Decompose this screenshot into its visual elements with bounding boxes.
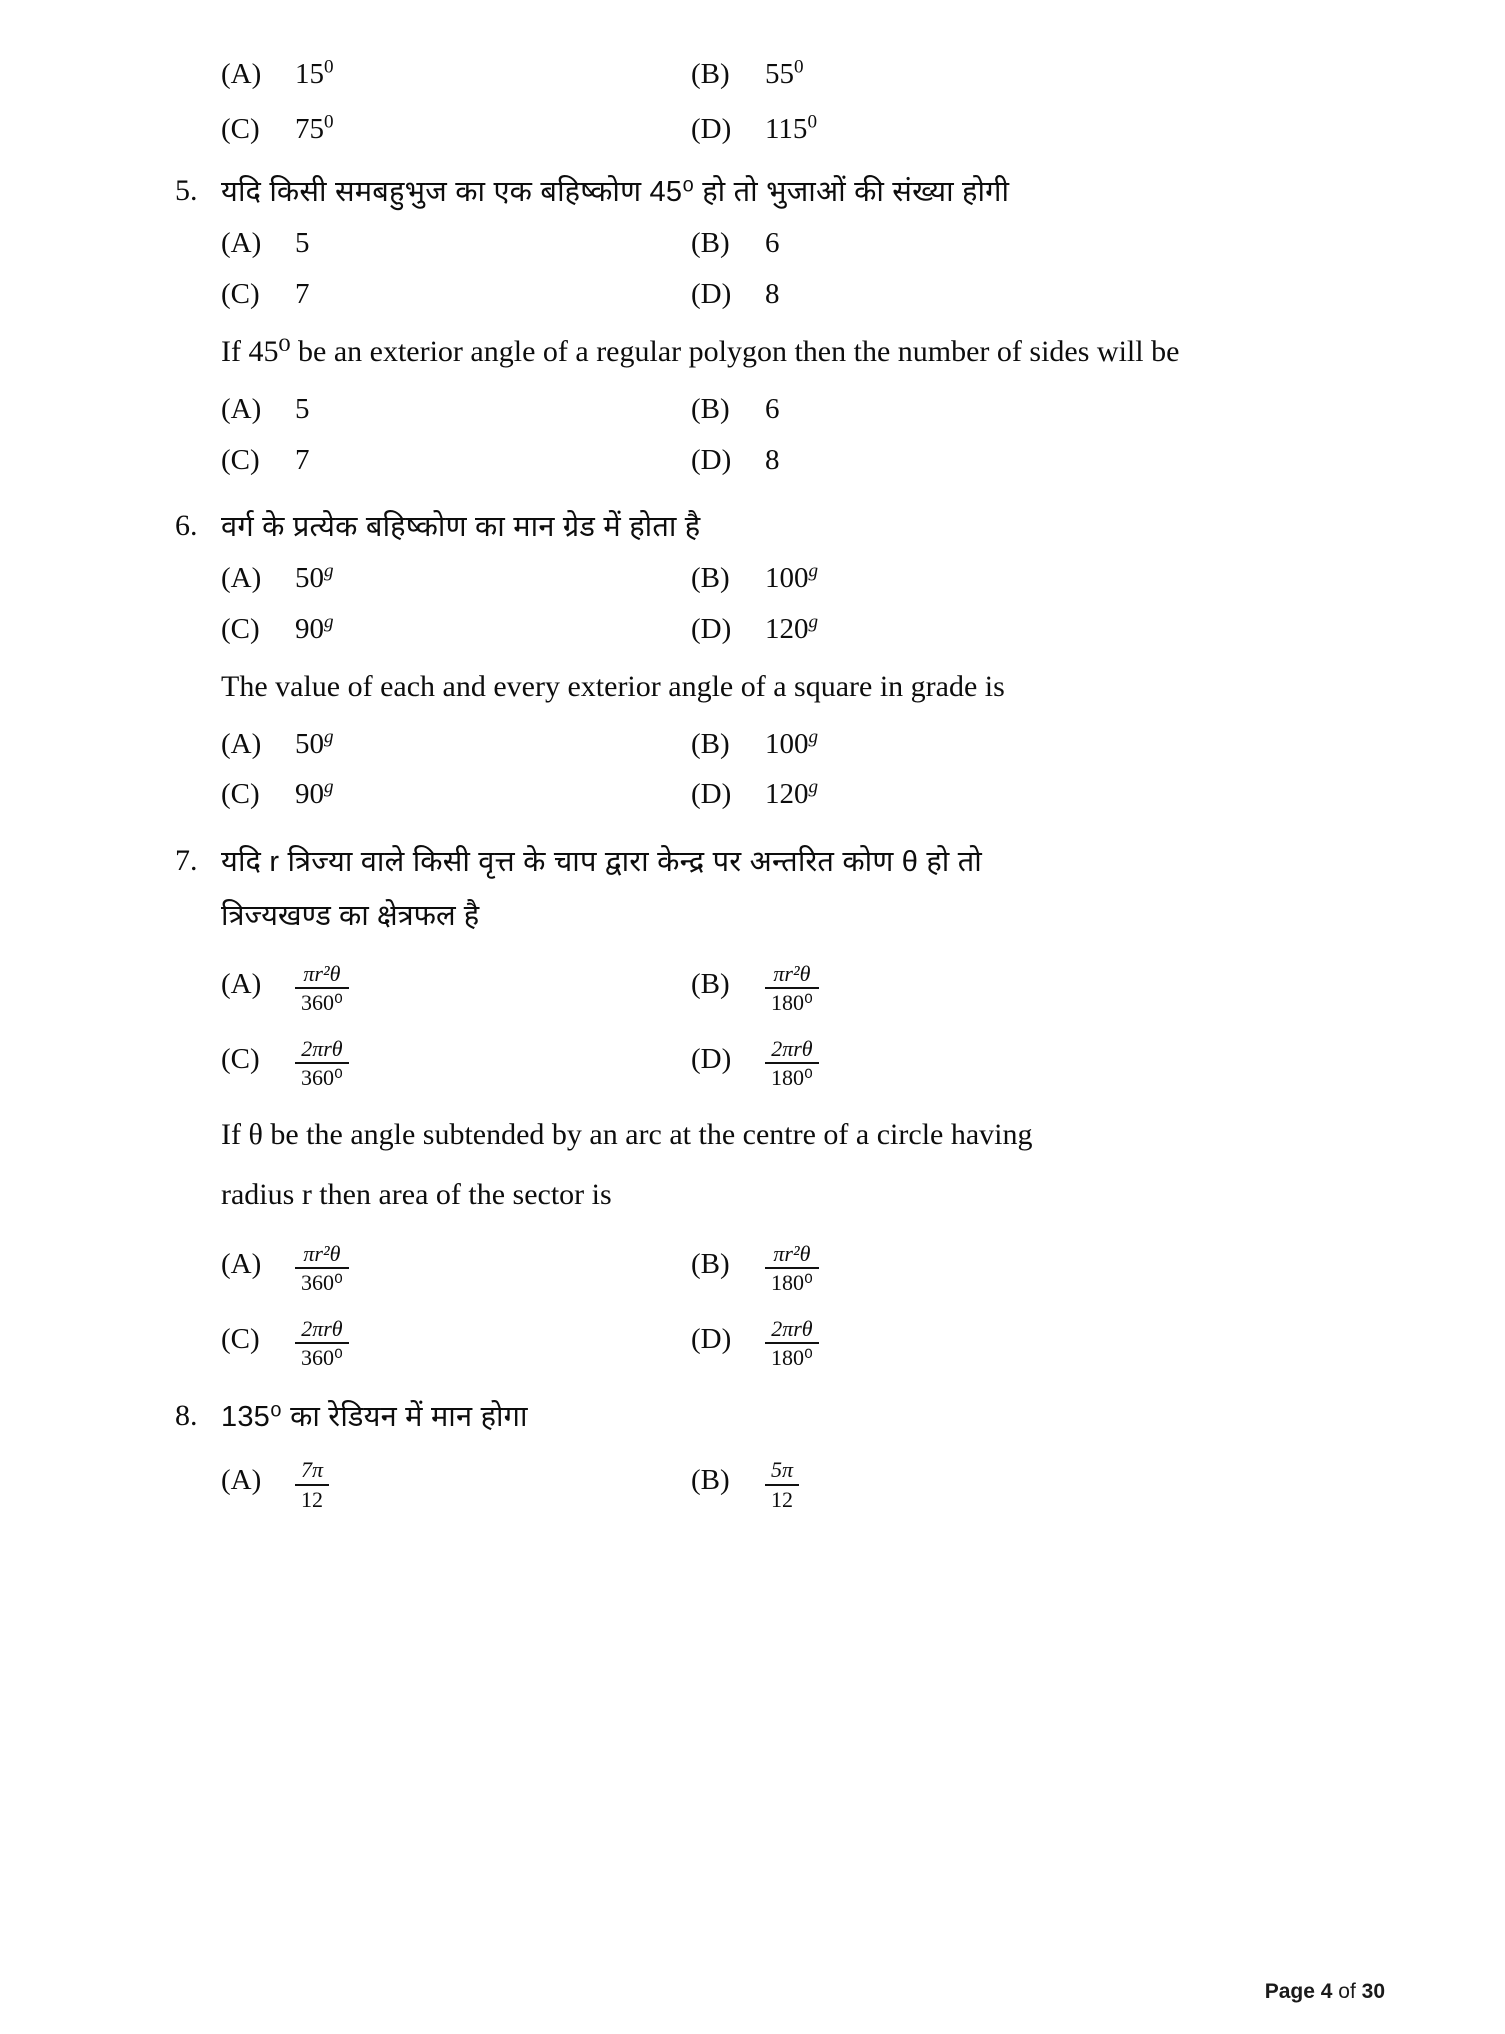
question-8 xyxy=(175,1396,1385,1438)
question-5 xyxy=(175,171,1385,213)
option-value xyxy=(765,1240,819,1297)
fraction-denominator: 180⁰ xyxy=(765,1062,819,1090)
question-text-hindi: वर्ग के प्रत्येक बहिष्कोण का मान ग्रेड में होता है xyxy=(221,511,701,544)
grade-superscript: g xyxy=(324,560,334,582)
option-tag: (A) xyxy=(221,1247,262,1280)
footer-separator: of xyxy=(1338,1980,1356,2003)
fraction xyxy=(295,1458,329,1511)
option-tag: (B) xyxy=(691,727,730,760)
fraction xyxy=(765,1242,819,1295)
question-6-english-options xyxy=(221,724,1385,815)
degree-superscript: 0 xyxy=(324,110,334,132)
option-tag: (C) xyxy=(221,778,260,811)
question-7 xyxy=(175,841,1385,883)
question-7-english-options xyxy=(221,1240,1385,1373)
option-tag: (C) xyxy=(221,612,260,645)
question-number: 5. xyxy=(175,174,198,208)
option-a[interactable] xyxy=(221,960,691,1017)
footer-prefix: Page xyxy=(1264,1980,1315,2003)
fraction-numerator: πr²θ xyxy=(773,960,811,986)
option-tag: (D) xyxy=(691,612,732,645)
option-value: 8 xyxy=(765,277,780,310)
option-d[interactable] xyxy=(691,109,1161,150)
fraction xyxy=(765,1458,799,1511)
grade-superscript: g xyxy=(808,776,819,798)
question-5-hindi-options xyxy=(221,223,1385,314)
option-value xyxy=(295,960,349,1017)
option-row xyxy=(221,609,1385,650)
option-b[interactable] xyxy=(691,724,1161,765)
fraction-denominator: 12 xyxy=(765,1484,799,1512)
option-tag: (D) xyxy=(691,443,732,476)
option-a[interactable] xyxy=(221,724,691,765)
option-c[interactable] xyxy=(221,774,691,815)
option-value xyxy=(765,1036,819,1092)
degree-superscript: 0 xyxy=(807,110,817,132)
option-row xyxy=(221,724,1385,765)
fraction xyxy=(295,1317,349,1370)
option-a[interactable] xyxy=(221,223,691,264)
option-value xyxy=(295,1457,329,1513)
option-tag: (A) xyxy=(221,1464,262,1497)
option-value xyxy=(295,1240,349,1297)
option-c[interactable] xyxy=(221,109,691,150)
option-value: 5 xyxy=(295,227,310,260)
question-5-english-options xyxy=(221,389,1385,480)
option-tag: (B) xyxy=(691,227,730,260)
option-value: 50$^g$ xyxy=(295,726,334,760)
option-b[interactable] xyxy=(691,54,1161,95)
question-7-text-english-line2: radius r then area of the sector is xyxy=(221,1178,612,1212)
option-tag: (D) xyxy=(691,112,732,145)
fraction xyxy=(295,1242,349,1295)
option-tag: (A) xyxy=(221,562,262,595)
question-number: 8. xyxy=(175,1399,198,1433)
option-value: 100$^g$ xyxy=(765,726,819,760)
option-row xyxy=(221,54,1385,95)
option-row xyxy=(221,223,1385,264)
question-5-text-english: If 45⁰ be an exterior angle of a regular polygon then the number of sides will be xyxy=(221,335,1180,369)
question-8-hindi-options xyxy=(221,1457,1385,1513)
option-value xyxy=(295,1315,349,1372)
grade-superscript: g xyxy=(808,611,819,633)
question-6 xyxy=(175,506,1385,548)
question-text-hindi: 135⁰ का रेडियन में मान होगा xyxy=(221,1401,528,1434)
option-value: 8 xyxy=(765,443,780,476)
question-text-hindi-line1: यदि r त्रिज्या वाले किसी वृत्त के चाप द्वारा केन्द्र पर अन्तरित कोण θ हो तो xyxy=(221,846,982,879)
option-tag: (B) xyxy=(691,562,730,595)
page-footer xyxy=(1265,1980,1385,2004)
question-number: 6. xyxy=(175,509,198,543)
question-number: 7. xyxy=(175,844,198,878)
option-d[interactable] xyxy=(691,440,1161,481)
option-tag: (C) xyxy=(221,277,260,310)
option-row xyxy=(221,1240,1385,1297)
fraction xyxy=(295,962,349,1015)
option-value xyxy=(765,960,819,1017)
question-6-hindi-options xyxy=(221,558,1385,649)
option-value: 7 xyxy=(295,277,310,310)
option-a[interactable] xyxy=(221,558,691,599)
option-value: 90$^g$ xyxy=(295,611,334,645)
option-row xyxy=(221,1457,1385,1513)
option-d[interactable] xyxy=(691,774,1161,815)
option-value: 120$^g$ xyxy=(765,776,819,811)
option-b[interactable] xyxy=(691,1457,1161,1513)
option-tag: (A) xyxy=(221,58,262,90)
option-value: 120$^g$ xyxy=(765,611,819,645)
option-row xyxy=(221,440,1385,481)
option-tag: (A) xyxy=(221,967,262,1000)
question-7-text-english-line1: If θ be the angle subtended by an arc at the centre of a circle having xyxy=(221,1117,1033,1151)
option-tag: (A) xyxy=(221,392,262,425)
option-row xyxy=(221,1315,1385,1372)
option-value xyxy=(765,1457,799,1513)
option-d[interactable] xyxy=(691,1315,1161,1372)
grade-superscript: g xyxy=(808,560,819,582)
option-value: $55^0$ xyxy=(765,56,804,90)
option-d[interactable] xyxy=(691,274,1161,315)
option-d[interactable] xyxy=(691,609,1161,650)
option-value: $15^0$ xyxy=(295,56,334,90)
option-c[interactable] xyxy=(221,1036,691,1092)
option-b[interactable] xyxy=(691,389,1161,430)
fraction-numerator: πr²θ xyxy=(303,960,341,986)
option-value: 50$^g$ xyxy=(295,560,334,595)
fraction-numerator: 2πrθ xyxy=(771,1036,813,1062)
option-tag: (C) xyxy=(221,1043,260,1076)
fraction-denominator: 360⁰ xyxy=(295,1062,349,1090)
option-c[interactable] xyxy=(221,1315,691,1372)
fraction-numerator: 2πrθ xyxy=(301,1315,343,1341)
fraction-numerator: 5π xyxy=(771,1457,794,1483)
option-tag: (D) xyxy=(691,1043,732,1076)
degree-superscript: 0 xyxy=(324,56,334,78)
option-c[interactable] xyxy=(221,609,691,650)
option-row xyxy=(221,774,1385,815)
degree-superscript: 0 xyxy=(794,56,804,78)
fraction xyxy=(765,962,819,1015)
option-row xyxy=(221,960,1385,1017)
fraction xyxy=(765,1037,819,1090)
option-a[interactable] xyxy=(221,389,691,430)
question-text-hindi-line2: त्रिज्यखण्ड का क्षेत्रफल है xyxy=(221,900,480,933)
fraction-numerator: 2πrθ xyxy=(301,1036,343,1062)
option-tag: (A) xyxy=(221,227,262,260)
option-tag: (C) xyxy=(221,1322,260,1355)
option-value: 7 xyxy=(295,443,310,476)
option-tag: (D) xyxy=(691,778,732,811)
option-b[interactable] xyxy=(691,558,1161,599)
option-value: 6 xyxy=(765,392,780,425)
fraction-numerator: πr²θ xyxy=(773,1240,811,1266)
option-value: 6 xyxy=(765,227,780,260)
fraction-denominator: 12 xyxy=(295,1484,329,1512)
option-value xyxy=(295,1036,349,1092)
option-value: 90$^g$ xyxy=(295,776,334,811)
option-value: 100$^g$ xyxy=(765,560,819,595)
option-b[interactable] xyxy=(691,1240,1161,1297)
option-tag: (D) xyxy=(691,1322,732,1355)
option-value: $75^0$ xyxy=(295,110,334,145)
grade-superscript: g xyxy=(324,776,334,798)
grade-superscript: g xyxy=(808,726,819,748)
fraction-numerator: 2πrθ xyxy=(771,1315,813,1341)
fraction-numerator: 7π xyxy=(301,1457,324,1483)
fraction-denominator: 180⁰ xyxy=(765,987,819,1015)
option-value xyxy=(765,1315,819,1372)
option-d[interactable] xyxy=(691,1036,1161,1092)
option-c[interactable] xyxy=(221,274,691,315)
option-tag: (C) xyxy=(221,112,260,145)
option-b[interactable] xyxy=(691,960,1161,1017)
option-a[interactable] xyxy=(221,1240,691,1297)
fraction-denominator: 180⁰ xyxy=(765,1342,819,1370)
fraction-denominator: 360⁰ xyxy=(295,1342,349,1370)
option-b[interactable] xyxy=(691,223,1161,264)
option-row xyxy=(221,389,1385,430)
option-row xyxy=(221,1036,1385,1092)
fraction-denominator: 180⁰ xyxy=(765,1267,819,1295)
fraction-numerator: πr²θ xyxy=(303,1240,341,1266)
option-value: 5 xyxy=(295,392,310,425)
grade-superscript: g xyxy=(324,726,334,748)
option-tag: (B) xyxy=(691,967,730,1000)
fraction-denominator: 360⁰ xyxy=(295,1267,349,1295)
option-tag: (B) xyxy=(691,392,730,425)
question-6-text-english: The value of each and every exterior angle of a square in grade is xyxy=(221,670,1005,704)
previous-question-options xyxy=(221,54,1385,149)
option-c[interactable] xyxy=(221,440,691,481)
question-7-hindi-options xyxy=(221,960,1385,1093)
footer-total-pages: 30 xyxy=(1361,1980,1385,2003)
option-tag: (C) xyxy=(221,443,260,476)
option-tag: (B) xyxy=(691,1247,730,1280)
fraction-denominator: 360⁰ xyxy=(295,987,349,1015)
option-tag: (B) xyxy=(691,58,730,90)
option-row xyxy=(221,558,1385,599)
option-a[interactable] xyxy=(221,54,691,95)
fraction xyxy=(295,1037,349,1090)
fraction xyxy=(765,1317,819,1370)
option-row xyxy=(221,109,1385,150)
grade-superscript: g xyxy=(324,611,334,633)
option-a[interactable] xyxy=(221,1457,691,1513)
footer-page-number: 4 xyxy=(1320,1980,1333,2003)
option-tag: (B) xyxy=(691,1464,730,1497)
option-value: $115^0$ xyxy=(765,110,817,145)
option-tag: (D) xyxy=(691,277,732,310)
option-row xyxy=(221,274,1385,315)
question-text-hindi: यदि किसी समबहुभुज का एक बहिष्कोण 45⁰ हो तो भुजाओं की संख्या होगी xyxy=(221,176,1010,209)
option-tag: (A) xyxy=(221,727,262,760)
